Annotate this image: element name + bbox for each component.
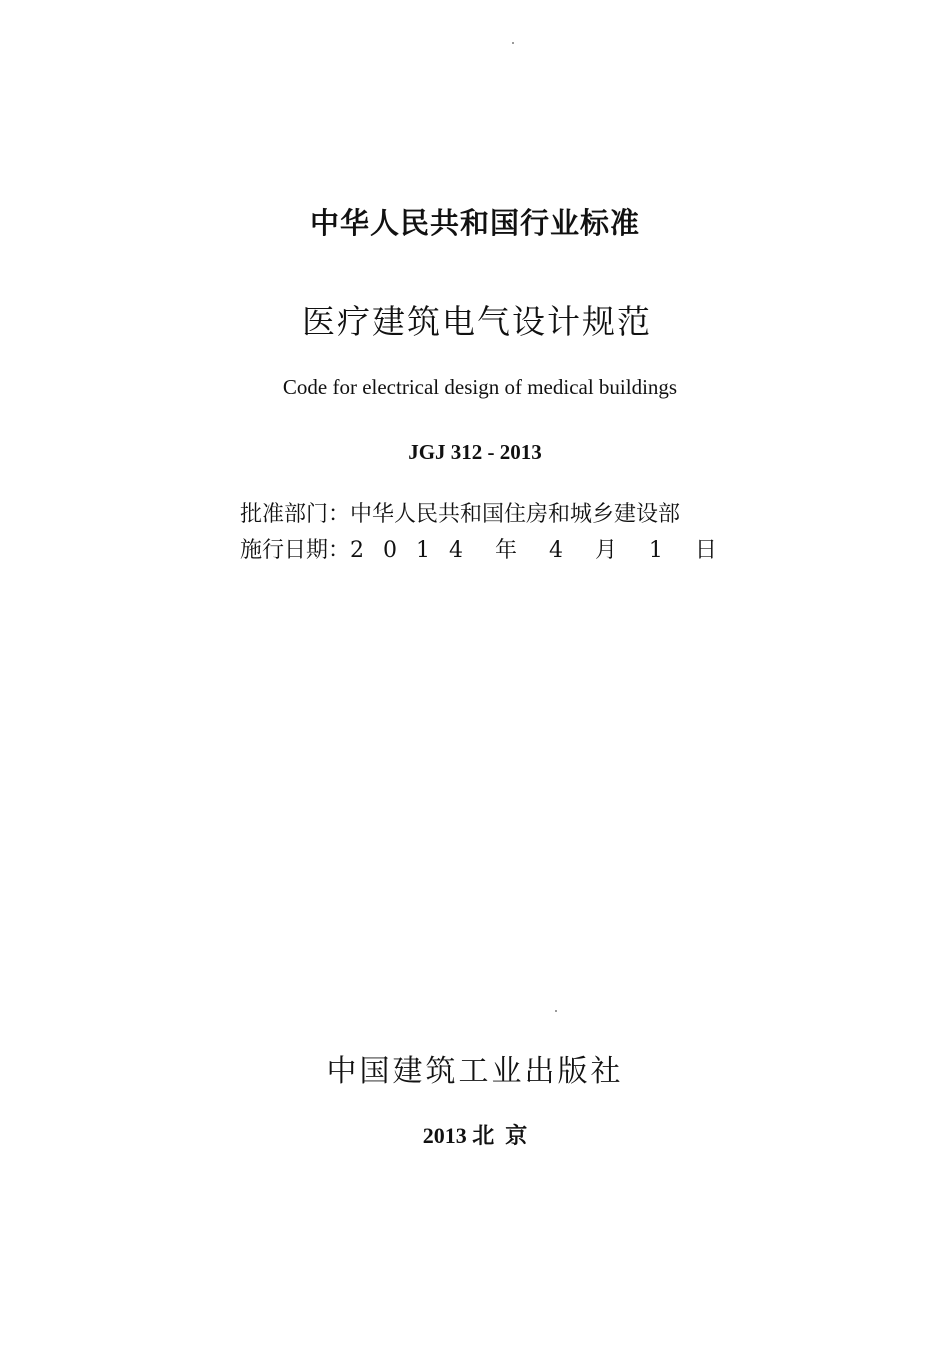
standard-code-number: JGJ 312 - 2013 bbox=[408, 440, 542, 464]
approval-department-row bbox=[240, 500, 680, 530]
publication-year-place: 2013 北 京 bbox=[422, 1123, 528, 1148]
approval-value: 中华人民共和国住房和城乡建设部 bbox=[350, 502, 681, 527]
scan-speck bbox=[512, 42, 514, 44]
approval-label: 批准部门： bbox=[240, 502, 351, 527]
industry-standard-heading: 中华人民共和国行业标准 bbox=[309, 206, 640, 240]
document-title-en: Code for electrical design of medical buildings bbox=[282, 375, 678, 399]
document-title-cn: 医疗建筑电气设计规范 bbox=[302, 302, 652, 341]
effective-date-value: 2 0 1 4 年 4 月 1 日 bbox=[350, 538, 723, 563]
effective-date-row bbox=[240, 536, 723, 566]
publisher-name: 中国建筑工业出版社 bbox=[326, 1054, 624, 1089]
scan-speck bbox=[555, 1010, 557, 1012]
effective-label: 施行日期： bbox=[240, 538, 351, 563]
